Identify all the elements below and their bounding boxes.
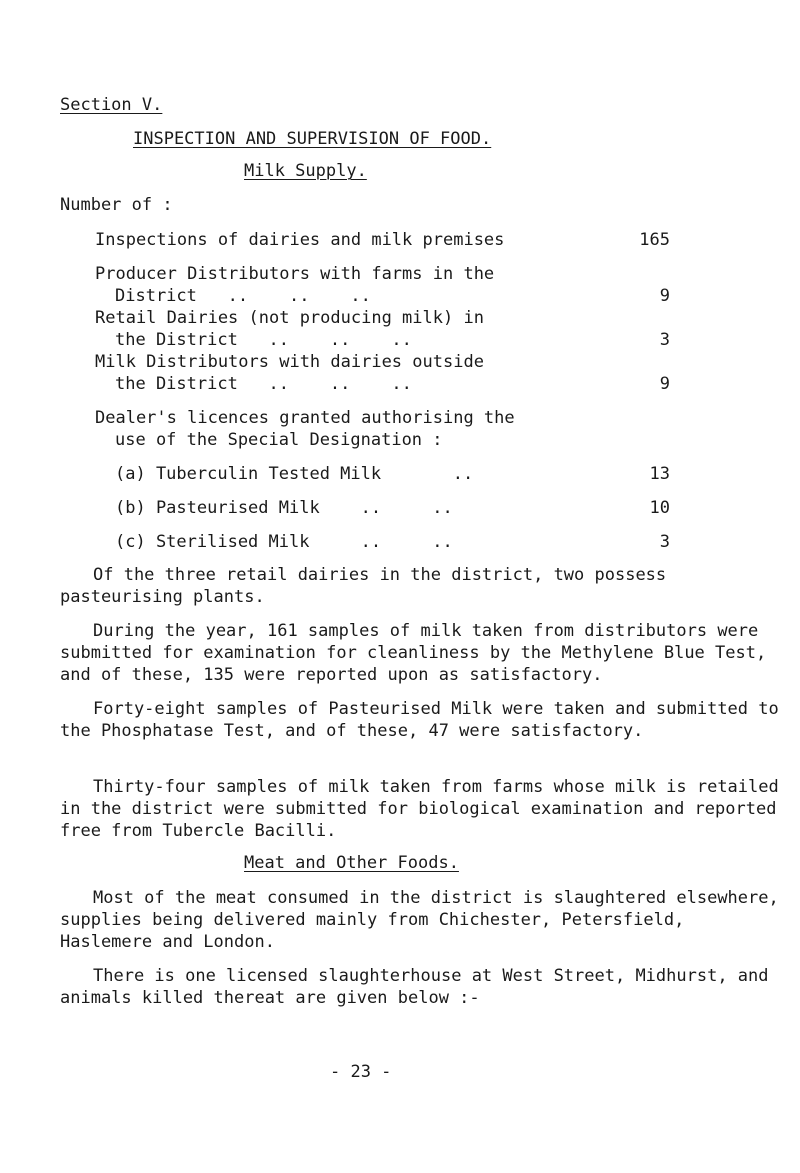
designation-label: (b) Pasteurised Milk .. .. (115, 498, 453, 518)
section-heading: Section V. (60, 95, 163, 115)
paragraph-meat-sources: Most of the meat consumed in the district is slaughtered elsewhere, supplies being delivered mainly from Chichester, Petersfield, Haslemere and London. (60, 888, 779, 952)
designation-value: 13 (649, 464, 670, 484)
page-number: - 23 - (330, 1062, 392, 1082)
paragraph-phosphatase: Forty-eight samples of Pasteurised Milk were taken and submitted to the Phosphatase Test, and of these, 47 were satisfactory. (60, 699, 779, 741)
designation-value: 3 (659, 532, 670, 552)
stat-value: 9 (659, 286, 670, 306)
designation-label: (a) Tuberculin Tested Milk .. (115, 464, 474, 484)
milk-supply-heading: Milk Supply. (244, 161, 367, 181)
number-of-label: Number of : (60, 195, 173, 215)
stat-label: the District .. .. .. (115, 330, 412, 350)
paragraph-retail-dairies: Of the three retail dairies in the district, two possess pasteurising plants. (60, 565, 667, 607)
licences-intro: Dealer's licences granted authorising the (95, 408, 515, 428)
stat-value: 9 (659, 374, 670, 394)
paragraph-slaughterhouse: There is one licensed slaughterhouse at West Street, Midhurst, and animals killed thereat are given below :- (60, 966, 769, 1008)
stat-value: 165 (639, 230, 670, 250)
main-title: INSPECTION AND SUPERVISION OF FOOD. (133, 129, 492, 149)
designation-value: 10 (649, 498, 670, 518)
licences-intro: use of the Special Designation : (115, 430, 443, 450)
stat-label: Producer Distributors with farms in the (95, 264, 495, 284)
stat-label: District .. .. .. (115, 286, 371, 306)
paragraph-methylene-blue: During the year, 161 samples of milk taken from distributors were submitted for examination for cleanliness by the Methylene Blue Test, and of these, 135 were reported upon as satisfactory. (60, 621, 767, 685)
stat-label: Retail Dairies (not producing milk) in (95, 308, 484, 328)
stat-value: 3 (659, 330, 670, 350)
stat-label: the District .. .. .. (115, 374, 412, 394)
designation-label: (c) Sterilised Milk .. .. (115, 532, 453, 552)
stat-label: Milk Distributors with dairies outside (95, 352, 484, 372)
stat-label: Inspections of dairies and milk premises (95, 230, 505, 250)
paragraph-tubercle: Thirty-four samples of milk taken from farms whose milk is retailed in the district were submitted for biological examination and reported free from Tubercle Bacilli. (60, 777, 779, 841)
meat-heading: Meat and Other Foods. (244, 853, 459, 873)
